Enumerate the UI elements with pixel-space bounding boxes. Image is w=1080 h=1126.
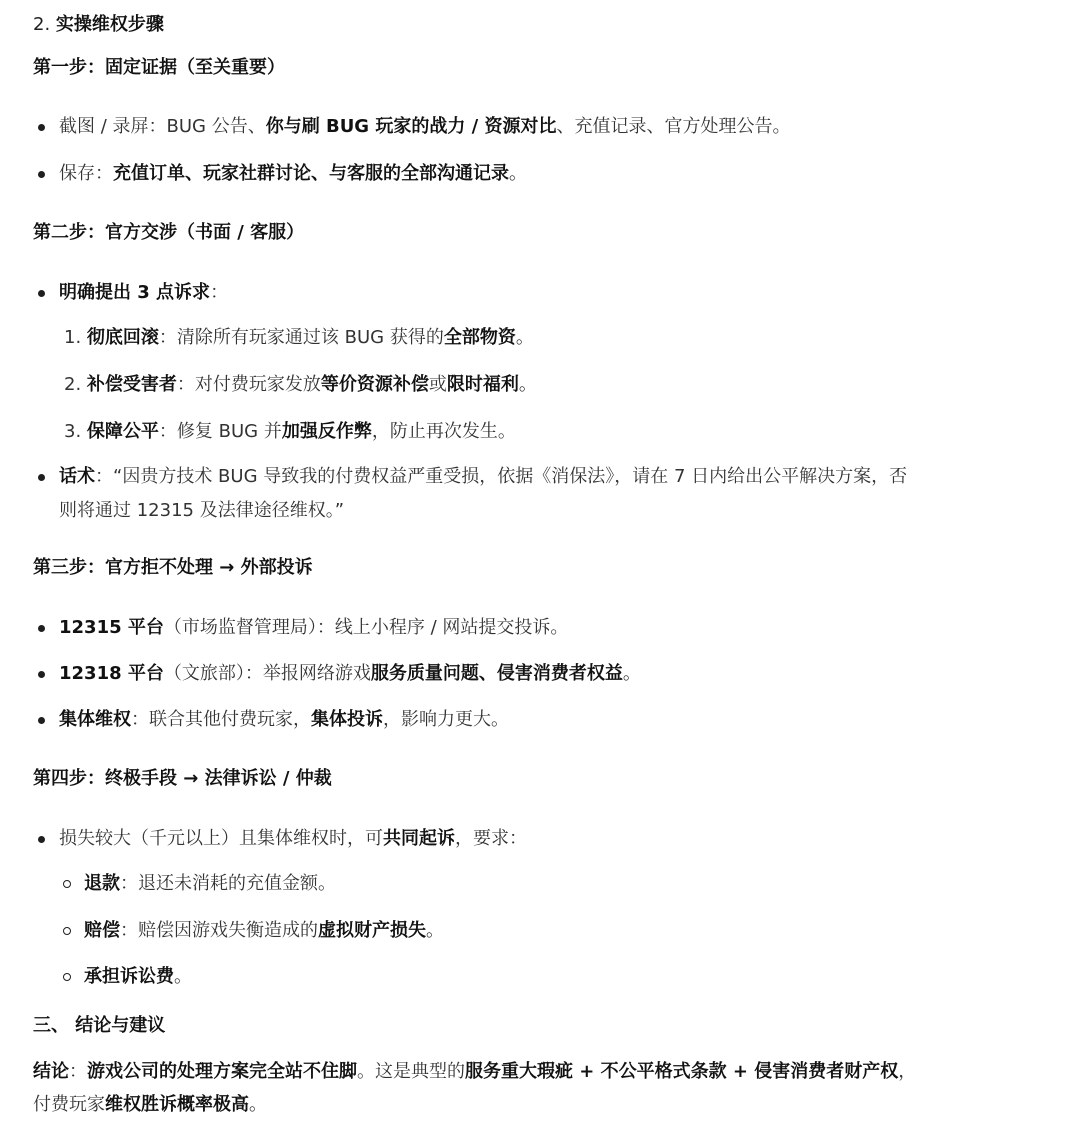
bullet-icon [38, 171, 45, 178]
section3-title: 三、 结论与建议 [33, 1015, 166, 1036]
sub-item-compensation: 赔偿：赔偿因游戏失衡造成的虚拟财产损失。 [84, 920, 444, 941]
step1-bullet-screenshot: 截图 / 录屏：BUG 公告、你与刷 BUG 玩家的战力 / 资源对比、充值记录、官方处理公告。 [59, 116, 791, 137]
bullet-icon [38, 474, 45, 481]
step3-bullet-collective: 集体维权：联合其他付费玩家，集体投诉，影响力更大。 [59, 709, 509, 730]
step1-bullet-save: 保存：充值订单、玩家社群讨论、与客服的全部沟通记录。 [59, 163, 527, 184]
bullet-icon [38, 836, 45, 843]
demand-item-2: 2. 补偿受害者：对付费玩家发放等价资源补偿或限时福利。 [64, 374, 537, 395]
sub-bullet-icon [63, 880, 71, 888]
step3-bullet-12318: 12318 平台（文旅部）：举报网络游戏服务质量问题、侵害消费者权益。 [59, 663, 641, 684]
step1-heading: 第一步：固定证据（至关重要） [33, 57, 285, 78]
sub-bullet-icon [63, 973, 71, 981]
bullet-icon [38, 124, 45, 131]
demand-item-3: 3. 保障公平：修复 BUG 并加强反作弊，防止再次发生。 [64, 421, 516, 442]
step4-heading: 第四步：终极手段 → 法律诉讼 / 仲裁 [33, 768, 332, 789]
bullet-icon [38, 290, 45, 297]
section-title-text: 实操维权步骤 [55, 14, 164, 35]
sub-item-litigation-fee: 承担诉讼费。 [84, 966, 192, 987]
step2-heading: 第二步：官方交涉（书面 / 客服） [33, 222, 305, 243]
conclusion-line-1: 结论：游戏公司的处理方案完全站不住脚。这是典型的服务重大瑕疵 + 不公平格式条款 + 侵害消费者财产权， [33, 1061, 917, 1082]
step2-bullet-script-cont: 则将通过 12315 及法律途径维权。” [59, 500, 345, 521]
conclusion-line-2: 付费玩家维权胜诉概率极高。 [33, 1094, 267, 1115]
section-title [33, 12, 164, 38]
sub-item-refund: 退款：退还未消耗的充值金额。 [84, 873, 336, 894]
step2-bullet-script: 话术：“因贵方技术 BUG 导致我的付费权益严重受损，依据《消保法》，请在 7 日内给出公平解决方案，否 [59, 466, 908, 487]
step3-bullet-12315: 12315 平台（市场监督管理局）：线上小程序 / 网站提交投诉。 [59, 617, 569, 638]
demand-item-1: 1. 彻底回滚：清除所有玩家通过该 BUG 获得的全部物资。 [64, 327, 534, 348]
section-number: 2. [33, 14, 56, 35]
bullet-icon [38, 625, 45, 632]
bullet-icon [38, 717, 45, 724]
step3-heading: 第三步：官方拒不处理 → 外部投诉 [33, 557, 313, 578]
step4-bullet-lawsuit: 损失较大（千元以上）且集体维权时，可共同起诉，要求： [59, 828, 527, 849]
step2-bullet-demands: 明确提出 3 点诉求： [59, 282, 229, 303]
bullet-icon [38, 671, 45, 678]
sub-bullet-icon [63, 927, 71, 935]
